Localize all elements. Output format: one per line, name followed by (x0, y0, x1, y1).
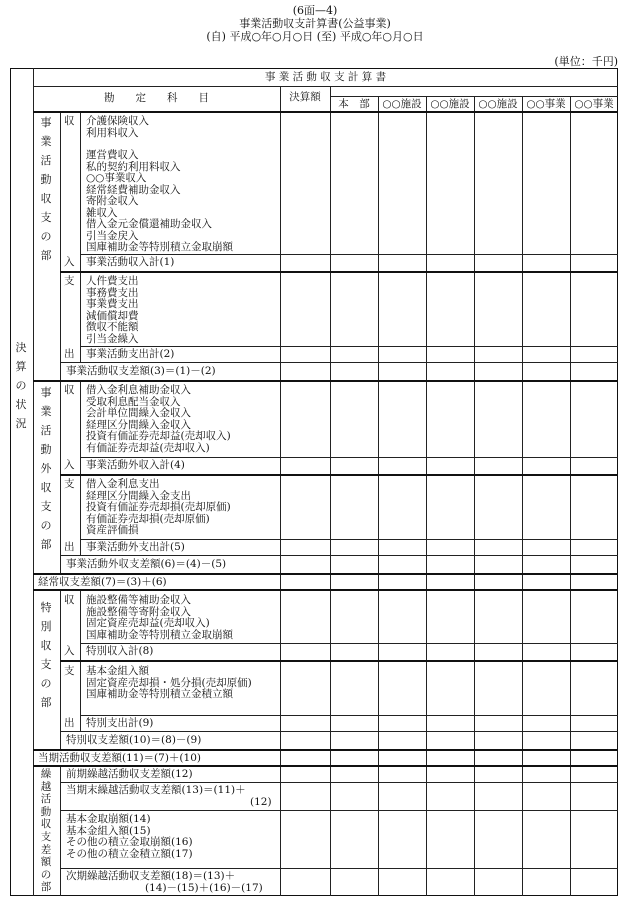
form-number: (6面—4) (292, 4, 338, 17)
operating-income-total: 事業活動収入計(1) (86, 256, 175, 268)
special-label: 特 別 収 支 の 部 (40, 601, 52, 709)
special-expense-total: 特別支出計(9) (86, 717, 154, 729)
account-divider (280, 86, 281, 896)
carryover-end-line1: 当期末繰越活動収支差額(13)＝(11)＋ (66, 784, 246, 796)
non-operating-income-total: 事業活動外収入計(4) (86, 459, 185, 471)
expense-mark: 支 (64, 478, 75, 490)
col-business-2: ○○事業 (574, 98, 614, 110)
carryover-next-line2: (14)－(15)＋(16)－(17) (145, 882, 263, 894)
non-operating-expense-items: 借入金利息支出 経理区分間繰入金支出 投資有価証券売却損(売却原価) 有価証券売却損(売却原価) 資産評価損 (86, 478, 231, 536)
non-operating-income-items: 借入金利息補助金収入 受取利息配当金収入 会計単位間繰入金収入 経理区分間繰入金収入 投資有価証券売却益(売却収入) 有価証券売却益(売却収入) (86, 384, 231, 454)
income-mark: 入 (64, 645, 75, 657)
operating-expense-total: 事業活動支出計(2) (86, 348, 175, 360)
special-income-items: 施設整備等補助金収入 施設整備等寄附金収入 固定資産売却益(売却収入) 国庫補助金等特別積立金取崩額 (86, 594, 233, 641)
carryover-label: 繰 越 活 動 収 支 差 額 の 部 (40, 768, 52, 894)
expense-mark: 支 (64, 275, 75, 287)
carryover-end-line2: (12) (250, 796, 272, 808)
non-operating-expense-total: 事業活動外支出計(5) (86, 541, 185, 553)
carryover-prev: 前期繰越活動収支差額(12) (66, 768, 193, 780)
page-title: 事業活動収支計算書(公益事業) (239, 17, 391, 30)
ordinary-balance: 経常収支差額(7)＝(3)＋(6) (38, 576, 167, 588)
income-mark: 入 (64, 459, 75, 471)
operating-label: 事 業 活 動 収 支 の 部 (40, 116, 52, 262)
col-facility-1: ○○施設 (382, 98, 422, 110)
table-banner: 事 業 活 動 収 支 計 算 書 (264, 71, 387, 83)
period-balance: 当期活動収支差額(11)＝(7)＋(10) (38, 752, 201, 764)
col-facility-2: ○○施設 (430, 98, 470, 110)
expense-mark: 支 (64, 665, 75, 677)
special-expense-items: 基本金組入額 固定資産売却損・処分損(売却原価) 国庫補助金等特別積立金積立額 (86, 665, 252, 700)
non-operating-balance: 事業活動外収支差額(6)＝(4)－(5) (66, 558, 227, 570)
special-income-total: 特別収入計(8) (86, 645, 154, 657)
income-items: 介護保険収入 利用料収入 運営費収入 私的契約利用料収入 ○○事業収入 経常経費補助金収入 寄附金収入 雑収入 借入金元金償還補助金収入 引当金戻入 国庫補助金等特別積立金取崩額 (86, 115, 233, 253)
non-operating-label: 事 業 活 動 外 収 支 の 部 (40, 386, 52, 551)
expense-mark: 出 (64, 717, 75, 729)
side-label: 決 算 の 状 況 (15, 341, 27, 430)
income-mark: 収 (64, 594, 75, 606)
col-honbu: 本 部 (338, 98, 370, 110)
col-business-1: ○○事業 (526, 98, 566, 110)
income-mark: 入 (64, 256, 75, 268)
col-facility-3: ○○施設 (478, 98, 518, 110)
expense-mark: 出 (64, 348, 75, 360)
special-balance: 特別収支差額(10)＝(8)－(9) (66, 734, 202, 746)
side-divider (33, 68, 34, 896)
unit-label: (単位：千円) (554, 55, 618, 68)
income-mark: 収 (64, 115, 75, 127)
period: (自) 平成○年○月○日 (至) 平成○年○月○日 (206, 30, 424, 43)
settlement-header: 決算額 (289, 91, 321, 103)
operating-balance: 事業活動収支差額(3)＝(1)－(2) (66, 365, 216, 377)
account-header: 勘 定 科 目 (104, 92, 209, 104)
carryover-next-line1: 次期繰越活動収支差額(18)＝(13)＋ (66, 870, 236, 882)
income-mark: 収 (64, 384, 75, 396)
expense-items: 人件費支出 事務費支出 事業費支出 減価償却費 徴収不能額 引当金繰入 (86, 275, 139, 345)
carryover-items: 基本金取崩額(14) 基本金組入額(15) その他の積立金取崩額(16) その他の積立金積立額(17) (66, 813, 193, 860)
expense-mark: 出 (64, 541, 75, 553)
